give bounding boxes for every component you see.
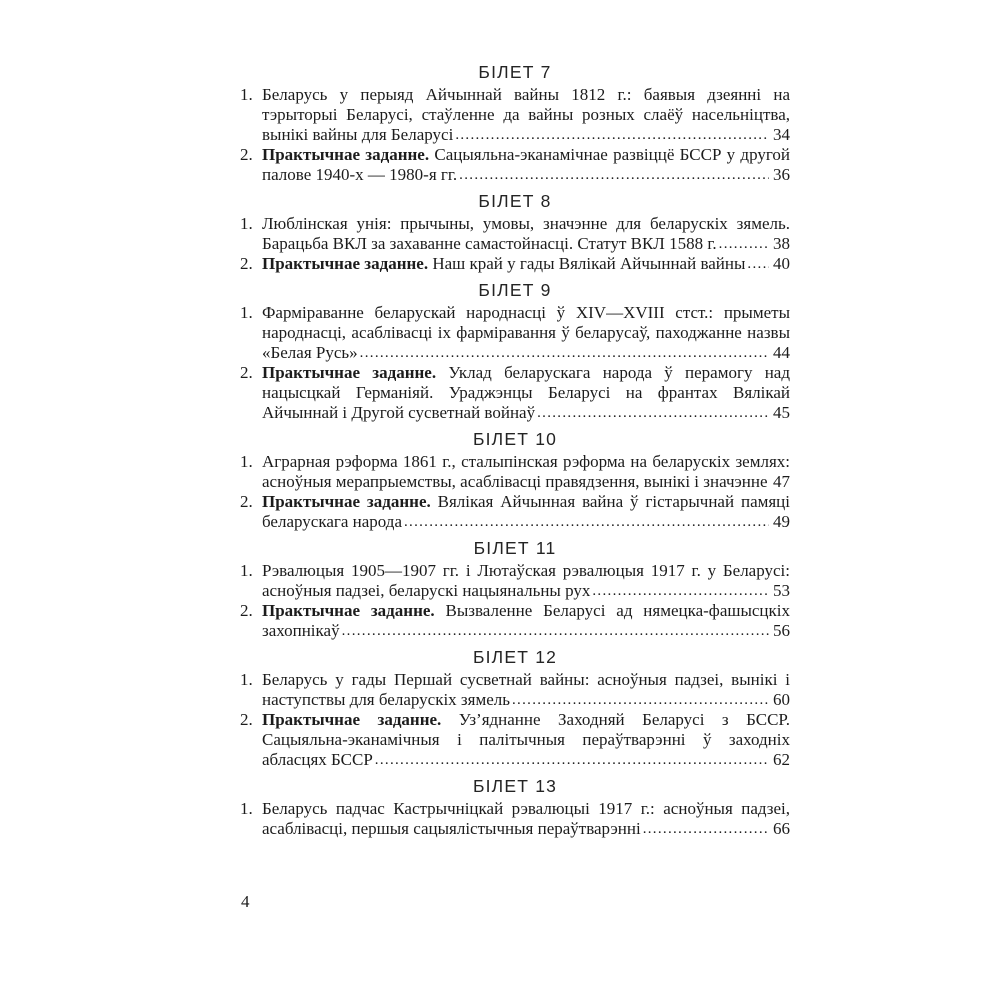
entry-page-ref: 47 bbox=[769, 472, 790, 492]
entry-lead: Практычнае заданне. bbox=[262, 363, 437, 382]
entry-number: 2. bbox=[240, 710, 253, 729]
entry-number: 1. bbox=[240, 303, 253, 322]
entry-number: 1. bbox=[240, 452, 253, 471]
entry-text: Практычнае заданне. Уз’яднанне Заходняй Беларусі з БССР. Сацыяльна-эканамічныя і палітычныя пераўтварэнні ў заходніх абласцях БССР ..... bbox=[262, 710, 790, 769]
entry-lead: Практычнае заданне. bbox=[262, 601, 435, 620]
entry-text: Рэвалюцыя 1905—1907 гг. і Лютаўская рэвалюцыя 1917 г. у Беларусі: асноўныя падзеі, беларускі нацыянальны рух ..... bbox=[262, 561, 790, 600]
entry-lead: Практычнае заданне. bbox=[262, 145, 430, 164]
entry-text: Беларусь падчас Кастрычніцкай рэвалюцыі 1917 г.: асноўныя падзеі, асаблівасці, першыя сацыялістычныя пераўтварэнні ..... bbox=[262, 799, 790, 838]
entry-text: Практычнае заданне. Вызваленне Беларусі ад нямецка-фашысцкіх захопнікаў ..... bbox=[262, 601, 790, 640]
entry-number: 2. bbox=[240, 363, 253, 382]
entry-page-ref: 44 bbox=[769, 343, 790, 363]
entry-page-ref: 56 bbox=[769, 621, 790, 641]
section-heading: БІЛЕТ 10 bbox=[472, 429, 558, 449]
entry-number: 2. bbox=[240, 254, 253, 273]
entry-lead: Практычнае заданне. bbox=[262, 254, 429, 273]
entry-lead: Практычнае заданне. bbox=[262, 492, 431, 511]
entry-number: 2. bbox=[240, 145, 253, 164]
entry-page-ref: 36 bbox=[769, 165, 790, 185]
toc-entry bbox=[240, 492, 790, 532]
entry-number: 1. bbox=[240, 670, 253, 689]
entry-page-ref: 60 bbox=[769, 690, 790, 710]
entry-body bbox=[262, 214, 790, 254]
entry-body bbox=[262, 452, 790, 492]
entry-text: Практычнае заданне. Вялікая Айчынная вайна ў гістарычнай памяці беларускага народа ..... bbox=[262, 492, 790, 531]
entry-page-ref: 40 bbox=[769, 254, 790, 274]
toc-entry bbox=[240, 145, 790, 185]
toc-entry bbox=[240, 214, 790, 254]
entry-body bbox=[262, 710, 790, 770]
entry-body bbox=[262, 670, 790, 710]
toc-entry bbox=[240, 303, 790, 363]
section-heading: БІЛЕТ 7 bbox=[478, 62, 552, 82]
toc bbox=[240, 56, 790, 839]
entry-text: Практычнае заданне. Сацыяльна-эканамічнае развіццё БССР у другой палове 1940-х — 1980-я гг. ..... bbox=[262, 145, 790, 184]
entry-body bbox=[262, 145, 790, 185]
entry-number: 2. bbox=[240, 601, 253, 620]
entry-body bbox=[262, 799, 790, 839]
toc-entry bbox=[240, 363, 790, 423]
toc-entry bbox=[240, 799, 790, 839]
section-heading: БІЛЕТ 13 bbox=[472, 776, 558, 796]
entry-text: Практычнае заданне. Наш край у гады Вялікай Айчыннай вайны ..... bbox=[262, 254, 745, 273]
entry-text: Аграрная рэформа 1861 г., сталыпінская рэформа на беларускіх землях: асноўныя мерапрыемствы, асаблівасці правядзення, вынікі і значэнне ..... bbox=[262, 452, 790, 491]
entry-page-ref: 38 bbox=[769, 234, 790, 254]
entry-body bbox=[262, 601, 790, 641]
toc-entry bbox=[240, 452, 790, 492]
toc-entry bbox=[240, 670, 790, 710]
toc-entry bbox=[240, 601, 790, 641]
section-heading: БІЛЕТ 12 bbox=[472, 647, 558, 667]
entry-body bbox=[262, 85, 790, 145]
entry-body bbox=[262, 363, 790, 423]
entry-number: 2. bbox=[240, 492, 253, 511]
section-heading: БІЛЕТ 8 bbox=[478, 191, 552, 211]
entry-number: 1. bbox=[240, 799, 253, 818]
entry-body bbox=[262, 254, 790, 274]
entry-body bbox=[262, 561, 790, 601]
toc-entry bbox=[240, 710, 790, 770]
section-heading: БІЛЕТ 9 bbox=[478, 280, 552, 300]
entry-text: Беларусь у перыяд Айчыннай вайны 1812 г.: баявыя дзеянні на тэрыторыі Беларусі, стаўленне да вайны розных слаёў насельніцтва, вынікі вайны для Беларусі ..... bbox=[262, 85, 790, 144]
entry-text: Фарміраванне беларускай народнасці ў XIV—XVIII стст.: прыметы народнасці, асаблівасці іх фарміравання ў беларусаў, паходжанне назвы «Белая Русь» ..... bbox=[262, 303, 790, 362]
entry-text: Люблінская унія: прычыны, умовы, значэнне для беларускіх зямель. Барацьба ВКЛ за захаванне самастойнасці. Статут ВКЛ 1588 г. ..... bbox=[262, 214, 790, 253]
entry-body bbox=[262, 492, 790, 532]
entry-page-ref: 45 bbox=[769, 403, 790, 423]
toc-entry bbox=[240, 254, 790, 274]
toc-entry bbox=[240, 85, 790, 145]
entry-lead: Практычнае заданне. bbox=[262, 710, 442, 729]
entry-number: 1. bbox=[240, 85, 253, 104]
entry-page-ref: 66 bbox=[769, 819, 790, 839]
entry-page-ref: 53 bbox=[769, 581, 790, 601]
entry-page-ref: 34 bbox=[769, 125, 790, 145]
section-heading: БІЛЕТ 11 bbox=[473, 538, 557, 558]
entry-page-ref: 62 bbox=[769, 750, 790, 770]
entry-text: Беларусь у гады Першай сусветнай вайны: асноўныя падзеі, вынікі і наступствы для беларускіх зямель ..... bbox=[262, 670, 790, 709]
entry-text: Практычнае заданне. Уклад беларускага народа ў перамогу над нацысцкай Германіяй. Ураджэнцы Беларусі на франтах Вялікай Айчыннай і Другой сусветнай войнаў ..... bbox=[262, 363, 790, 422]
toc-entry bbox=[240, 561, 790, 601]
entry-page-ref: 49 bbox=[769, 512, 790, 532]
entry-number: 1. bbox=[240, 561, 253, 580]
entry-body bbox=[262, 303, 790, 363]
page-number: 4 bbox=[241, 892, 250, 911]
entry-number: 1. bbox=[240, 214, 253, 233]
